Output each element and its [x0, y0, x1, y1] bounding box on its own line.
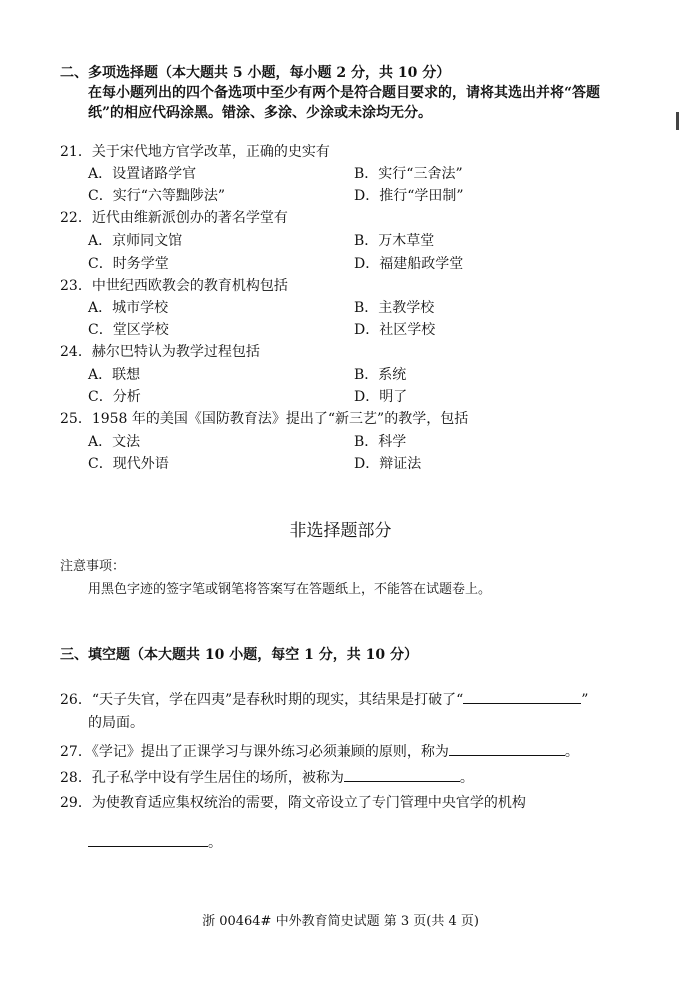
question-24-option-c: C．分析 [88, 389, 141, 405]
question-21-option-a: A．设置诸路学官 [88, 166, 197, 182]
question-28-text: 28．孔子私学中设有学生居住的场所，被称为 [60, 770, 344, 786]
question-27-end: 。 [564, 744, 579, 760]
page-footer: 浙 00464# 中外教育简史试题 第 3 页(共 4 页) [202, 914, 479, 929]
notice-label: 注意事项： [60, 559, 126, 574]
question-21-option-b: B．实行“三舍法” [354, 166, 463, 182]
question-23-stem: 23．中世纪西欧教会的教育机构包括 [60, 278, 288, 294]
answer-blank-29[interactable] [88, 832, 208, 847]
question-26-line2: 的局面。 [88, 715, 144, 731]
question-22-option-d: D．福建船政学堂 [354, 256, 464, 272]
question-24-option-b: B．系统 [354, 367, 407, 383]
question-23-option-d: D．社区学校 [354, 322, 436, 338]
question-29-text: 29．为使教育适应集权统治的需要，隋文帝设立了专门管理中央官学的机构 [60, 795, 526, 811]
question-29-end: 。 [208, 835, 222, 851]
question-24-stem: 24．赫尔巴特认为教学过程包括 [60, 344, 260, 360]
question-22-stem: 22．近代由维新派创办的著名学堂有 [60, 210, 288, 226]
question-24-option-d: D．明了 [354, 389, 408, 405]
question-22-option-b: B．万木草堂 [354, 233, 435, 249]
question-26-quote-close: ” [581, 692, 589, 708]
question-23-option-a: A．城市学校 [88, 300, 169, 316]
section2-instruction-line1: 在每小题列出的四个备选项中至少有两个是符合题目要求的，请将其选出并将“答题 [88, 85, 601, 101]
question-25-option-d: D．辩证法 [354, 456, 422, 472]
question-21-option-d: D．推行“学田制” [354, 188, 464, 204]
question-25-option-a: A．文法 [88, 434, 141, 450]
section2-heading: 二、多项选择题（本大题共 5 小题，每小题 2 分，共 10 分） [60, 65, 451, 81]
nonchoice-title: 非选择题部分 [289, 521, 392, 541]
question-28-end: 。 [459, 770, 474, 786]
question-21-stem: 21．关于宋代地方官学改革，正确的史实有 [60, 144, 330, 160]
question-24-option-a: A．联想 [88, 367, 141, 383]
question-22-option-c: C．时务学堂 [88, 256, 169, 272]
question-26-text: 26．“天子失官，学在四夷”是春秋时期的现实，其结果是打破了“ [60, 692, 464, 708]
question-29-line2 [88, 832, 222, 853]
answer-blank-27[interactable] [449, 741, 565, 756]
question-25-option-c: C．现代外语 [88, 456, 169, 472]
answer-blank-28[interactable] [344, 767, 460, 782]
answer-blank-26[interactable] [463, 689, 581, 704]
question-22-option-a: A．京师同文馆 [88, 233, 183, 249]
question-23-option-b: B．主教学校 [354, 300, 435, 316]
question-26-line1 [60, 689, 588, 710]
section3-heading: 三、填空题（本大题共 10 小题，每空 1 分，共 10 分） [60, 647, 418, 663]
question-23-option-c: C．堂区学校 [88, 322, 169, 338]
question-25-option-b: B．科学 [354, 434, 407, 450]
notice-text: 用黑色字迹的签字笔或钢笔将答案写在答题纸上，不能答在试题卷上。 [88, 582, 492, 597]
section2-instruction-line2: 纸”的相应代码涂黑。错涂、多涂、少涂或未涂均无分。 [88, 105, 433, 121]
scan-edge-mark [676, 112, 679, 130]
question-27-text: 27．《学记》提出了正课学习与课外练习必须兼顾的原则，称为 [60, 744, 449, 760]
question-27 [60, 741, 579, 762]
question-21-option-c: C．实行“六等黜陟法” [88, 188, 226, 204]
question-25-stem: 25．1958 年的美国《国防教育法》提出了“新三艺”的教学，包括 [60, 411, 469, 427]
question-28 [60, 767, 474, 788]
